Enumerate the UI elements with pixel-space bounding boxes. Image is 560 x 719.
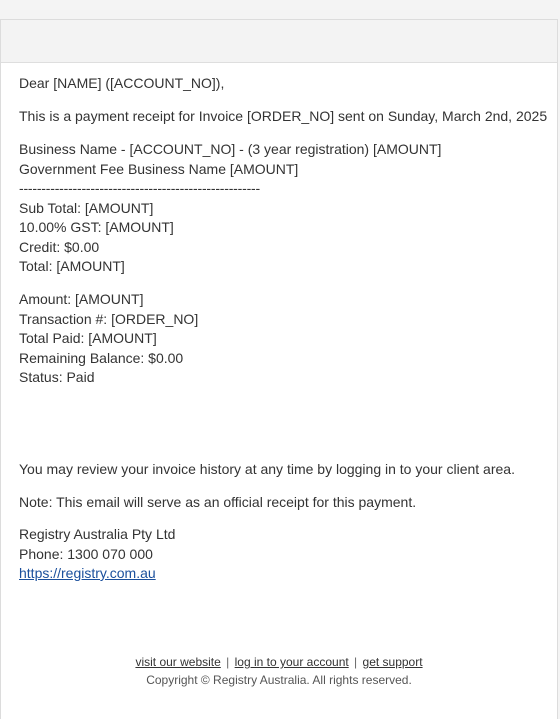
credit: Credit: $0.00 <box>19 238 100 255</box>
copyright: Copyright © Registry Australia. All rights reserved. <box>146 673 412 687</box>
line-item: Business Name - [ACCOUNT_NO] - (3 year registration) [AMOUNT] <box>19 141 442 157</box>
gst: 10.00% GST: [AMOUNT] <box>19 219 174 235</box>
login-account-link[interactable]: log in to your account <box>234 655 349 669</box>
get-support-link[interactable]: get support <box>362 655 423 669</box>
signature-block <box>19 525 175 584</box>
visit-website-link[interactable]: visit our website <box>135 655 221 669</box>
payment-details <box>19 290 198 388</box>
greeting: Dear [NAME] ([ACCOUNT_NO]), <box>19 75 225 91</box>
phone-number: Phone: 1300 070 000 <box>19 545 153 562</box>
total: Total: [AMOUNT] <box>19 258 125 274</box>
total-paid: Total Paid: [AMOUNT] <box>19 330 157 346</box>
footer-separator: | <box>226 655 230 669</box>
remaining-balance: Remaining Balance: $0.00 <box>19 349 184 366</box>
divider-line: ------------------------------------------------------ <box>19 180 260 196</box>
company-name: Registry Australia Pty Ltd <box>19 526 176 542</box>
email-footer <box>0 653 558 689</box>
email-header-bar <box>1 20 557 63</box>
subtotal: Sub Total: [AMOUNT] <box>19 199 154 216</box>
transaction-number: Transaction #: [ORDER_NO] <box>19 310 199 327</box>
review-text: You may review your invoice history at any time by logging in to your client area. <box>19 461 515 477</box>
payment-amount: Amount: [AMOUNT] <box>19 291 144 307</box>
footer-separator: | <box>354 655 358 669</box>
invoice-lines <box>19 140 441 277</box>
payment-status: Status: Paid <box>19 369 95 385</box>
line-item: Government Fee Business Name [AMOUNT] <box>19 160 299 177</box>
website-link[interactable]: https://registry.com.au <box>19 565 156 581</box>
footer-links <box>0 653 558 671</box>
receipt-intro: This is a payment receipt for Invoice [ORDER_NO] sent on Sunday, March 2nd, 2025 <box>19 108 548 124</box>
note-text: Note: This email will serve as an official receipt for this payment. <box>19 494 417 510</box>
